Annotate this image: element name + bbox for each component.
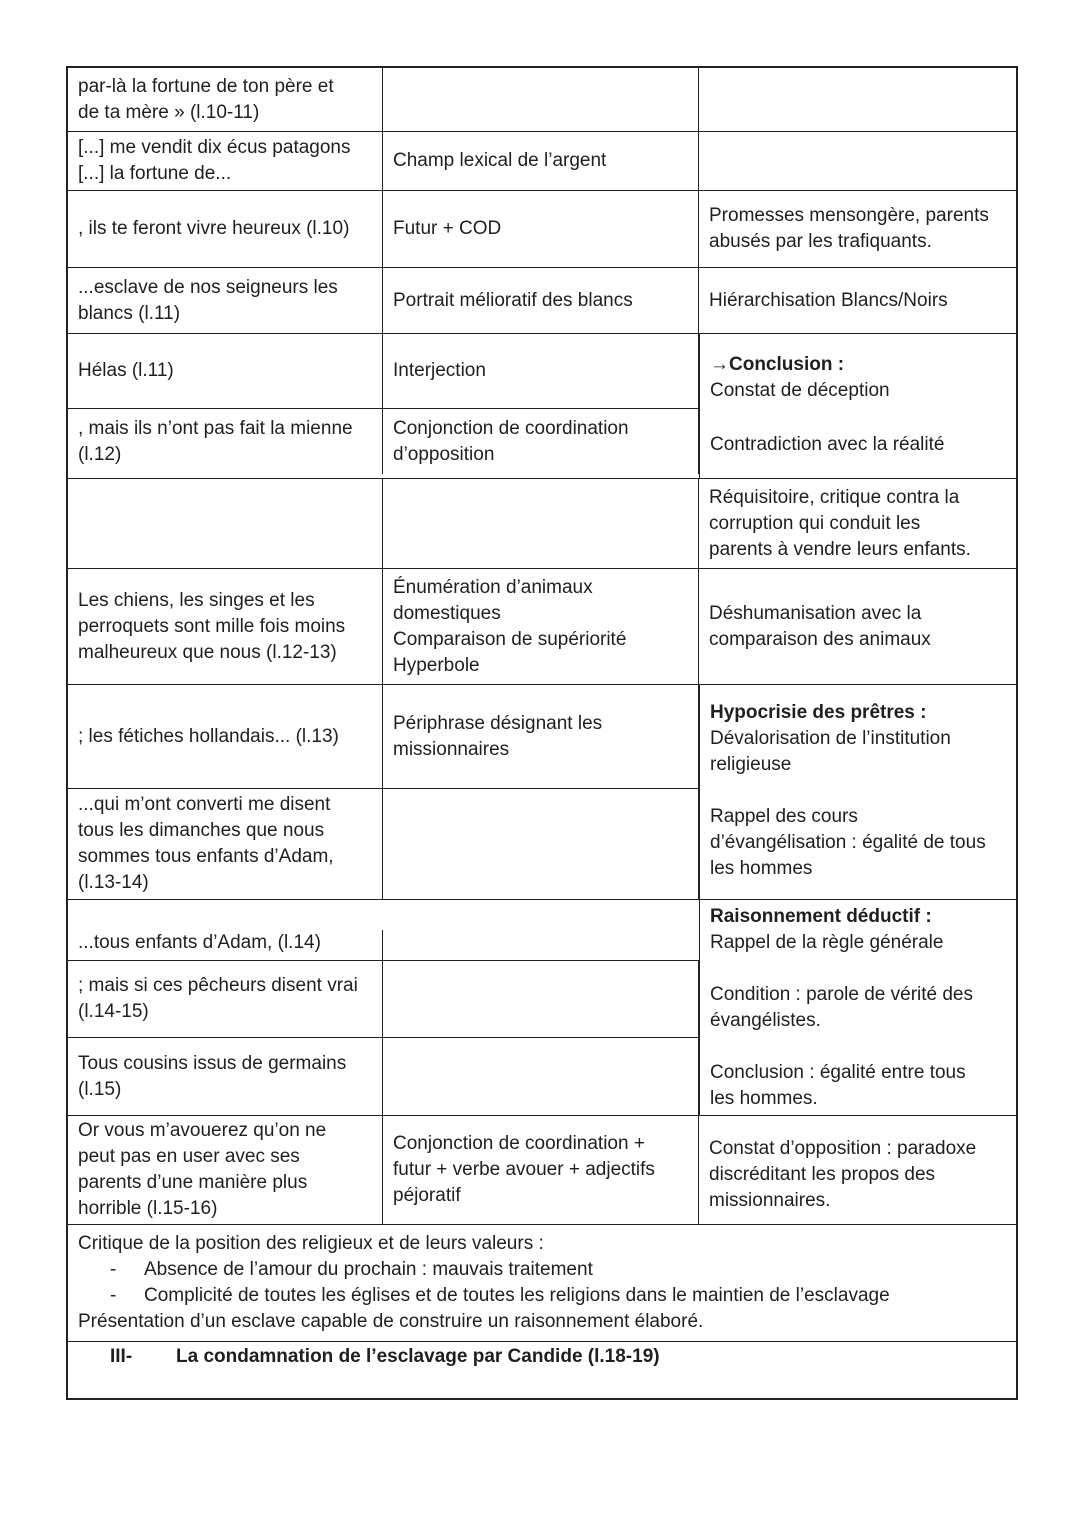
quote-text: ...qui m’ont converti me disent tous les dimanches que nous sommes tous enfants d’Adam, (l.13-14)	[78, 794, 334, 893]
raisonnement-group	[68, 900, 1016, 1116]
effect-text: Constat de déception	[710, 380, 890, 401]
process-text: Conjonction de coordination + futur + verbe avouer + adjectifs péjoratif	[393, 1133, 655, 1206]
process-text: Champ lexical de l’argent	[393, 150, 607, 171]
quote-cell	[68, 191, 383, 267]
hypocrisie-effect-cell	[699, 685, 1014, 899]
effect-text: Rappel de la règle générale	[710, 932, 944, 953]
effect-text: Promesses mensongère, parents abusés par les trafiquants.	[709, 205, 989, 252]
process-cell	[383, 334, 699, 408]
table-row	[68, 685, 699, 789]
list-item	[78, 1257, 1006, 1283]
process-cell	[383, 569, 699, 684]
summary-intro: Critique de la position des religieux et de leurs valeurs :	[78, 1233, 544, 1254]
analysis-table	[66, 66, 1018, 1400]
effect-text: Contradiction avec la réalité	[710, 434, 945, 455]
process-cell	[383, 961, 699, 1037]
process-text: Énumération d’animaux domestiques Comparaison de supériorité Hyperbole	[393, 576, 627, 676]
table-row	[68, 900, 699, 961]
raisonnement-title: Raisonnement déductif :	[710, 906, 932, 927]
section-title: La condamnation de l’esclavage par Candide (l.18-19)	[176, 1346, 660, 1367]
process-cell	[383, 685, 699, 788]
effect-text: Condition : parole de vérité des évangélistes.	[710, 984, 973, 1031]
process-cell	[383, 68, 699, 131]
effect-cell	[699, 268, 1014, 333]
table-row	[68, 68, 1016, 132]
quote-cell	[68, 961, 383, 1037]
process-cell	[383, 479, 699, 568]
quote-text: Les chiens, les singes et les perroquets sont mille fois moins malheureux que nous (l.12-13)	[78, 589, 346, 663]
process-cell	[383, 409, 699, 474]
process-cell	[383, 1116, 699, 1224]
effect-text: Réquisitoire, critique contra la corruption qui conduit les parents à vendre leurs enfants.	[709, 486, 971, 560]
effect-text: Dévalorisation de l’institution religieuse	[710, 728, 951, 775]
quote-cell	[68, 930, 383, 960]
quote-text: ; les fétiches hollandais... (l.13)	[78, 725, 339, 747]
summary-bullet: Complicité de toutes les églises et de toutes les religions dans le maintien de l’esclavage	[144, 1285, 890, 1306]
effect-text: Conclusion : égalité entre tous les hommes.	[710, 1062, 966, 1109]
hypocrisie-group	[68, 685, 1016, 900]
effect-text: Hiérarchisation Blancs/Noirs	[709, 289, 948, 311]
quote-text: ; mais si ces pêcheurs disent vrai (l.14-15)	[78, 975, 358, 1022]
process-cell	[383, 268, 699, 333]
quote-cell	[68, 479, 383, 568]
effect-text: Constat d’opposition : paradoxe discréditant les propos des missionnaires.	[709, 1138, 977, 1211]
quote-cell	[68, 1116, 383, 1224]
quote-cell	[68, 268, 383, 333]
process-text: Futur + COD	[393, 218, 502, 239]
table-row	[68, 1116, 1016, 1225]
table-row	[68, 334, 699, 409]
table-row	[68, 961, 699, 1038]
process-cell	[383, 789, 699, 899]
conclusion-group	[68, 334, 1016, 479]
quote-text: , ils te feront vivre heureux (l.10)	[78, 218, 350, 239]
summary-closing: Présentation d’un esclave capable de construire un raisonnement élaboré.	[78, 1311, 704, 1332]
quote-text: par-là la fortune de ton père et de ta mère » (l.10-11)	[78, 75, 334, 123]
arrow-icon: →	[710, 354, 729, 375]
hypocrisie-title: Hypocrisie des prêtres :	[710, 702, 927, 723]
quote-text: ...tous enfants d’Adam, (l.14)	[78, 932, 321, 953]
raisonnement-effect-cell	[699, 900, 1014, 1115]
conclusion-title: Conclusion :	[729, 354, 845, 375]
quote-cell	[68, 685, 383, 788]
process-cell	[383, 191, 699, 267]
table-row	[68, 132, 1016, 191]
table-row	[68, 268, 1016, 334]
table-row	[68, 569, 1016, 685]
table-row	[68, 191, 1016, 268]
quote-text: Tous cousins issus de germains (l.15)	[78, 1052, 347, 1100]
quote-cell	[68, 334, 383, 408]
quote-text: , mais ils n’ont pas fait la mienne (l.12)	[78, 417, 353, 465]
table-row	[68, 789, 699, 899]
process-cell	[383, 1038, 699, 1115]
quote-cell	[68, 569, 383, 684]
quote-text: Or vous m’avouerez qu’on ne peut pas en user avec ses parents d’une manière plus horrible (l.15-16)	[78, 1120, 327, 1219]
process-text: Interjection	[393, 360, 486, 381]
table-row	[68, 479, 1016, 569]
list-item	[78, 1283, 1006, 1309]
effect-text: Rappel des cours d’évangélisation : égalité de tous les hommes	[710, 806, 986, 879]
quote-cell	[68, 409, 383, 474]
bullet-dash: -	[110, 1259, 117, 1280]
quote-cell	[68, 1038, 383, 1115]
effect-cell	[699, 132, 1014, 190]
effect-cell	[699, 479, 1014, 568]
quote-text: [...] me vendit dix écus patagons [...] la fortune de...	[78, 137, 351, 184]
table-row	[68, 409, 699, 474]
section-heading	[68, 1342, 1016, 1400]
effect-cell	[699, 68, 1014, 131]
quote-cell	[68, 789, 383, 899]
quote-text: Hélas (l.11)	[78, 360, 174, 381]
bullet-dash: -	[110, 1285, 117, 1306]
quote-text: ...esclave de nos seigneurs les blancs (l.11)	[78, 276, 338, 324]
process-text: Périphrase désignant les missionnaires	[393, 712, 603, 760]
effect-cell	[699, 191, 1014, 267]
summary-block	[68, 1225, 1016, 1342]
process-cell	[383, 132, 699, 190]
process-text: Portrait mélioratif des blancs	[393, 289, 633, 311]
conclusion-effect-cell	[699, 334, 1014, 478]
table-row	[68, 1038, 699, 1115]
section-number: III-	[110, 1346, 133, 1367]
quote-cell	[68, 68, 383, 131]
effect-text: Déshumanisation avec la comparaison des animaux	[709, 602, 931, 650]
quote-cell	[68, 132, 383, 190]
process-text: Conjonction de coordination d’opposition	[393, 417, 629, 465]
effect-cell	[699, 1116, 1014, 1224]
summary-bullet: Absence de l’amour du prochain : mauvais traitement	[144, 1259, 593, 1280]
effect-cell	[699, 569, 1014, 684]
